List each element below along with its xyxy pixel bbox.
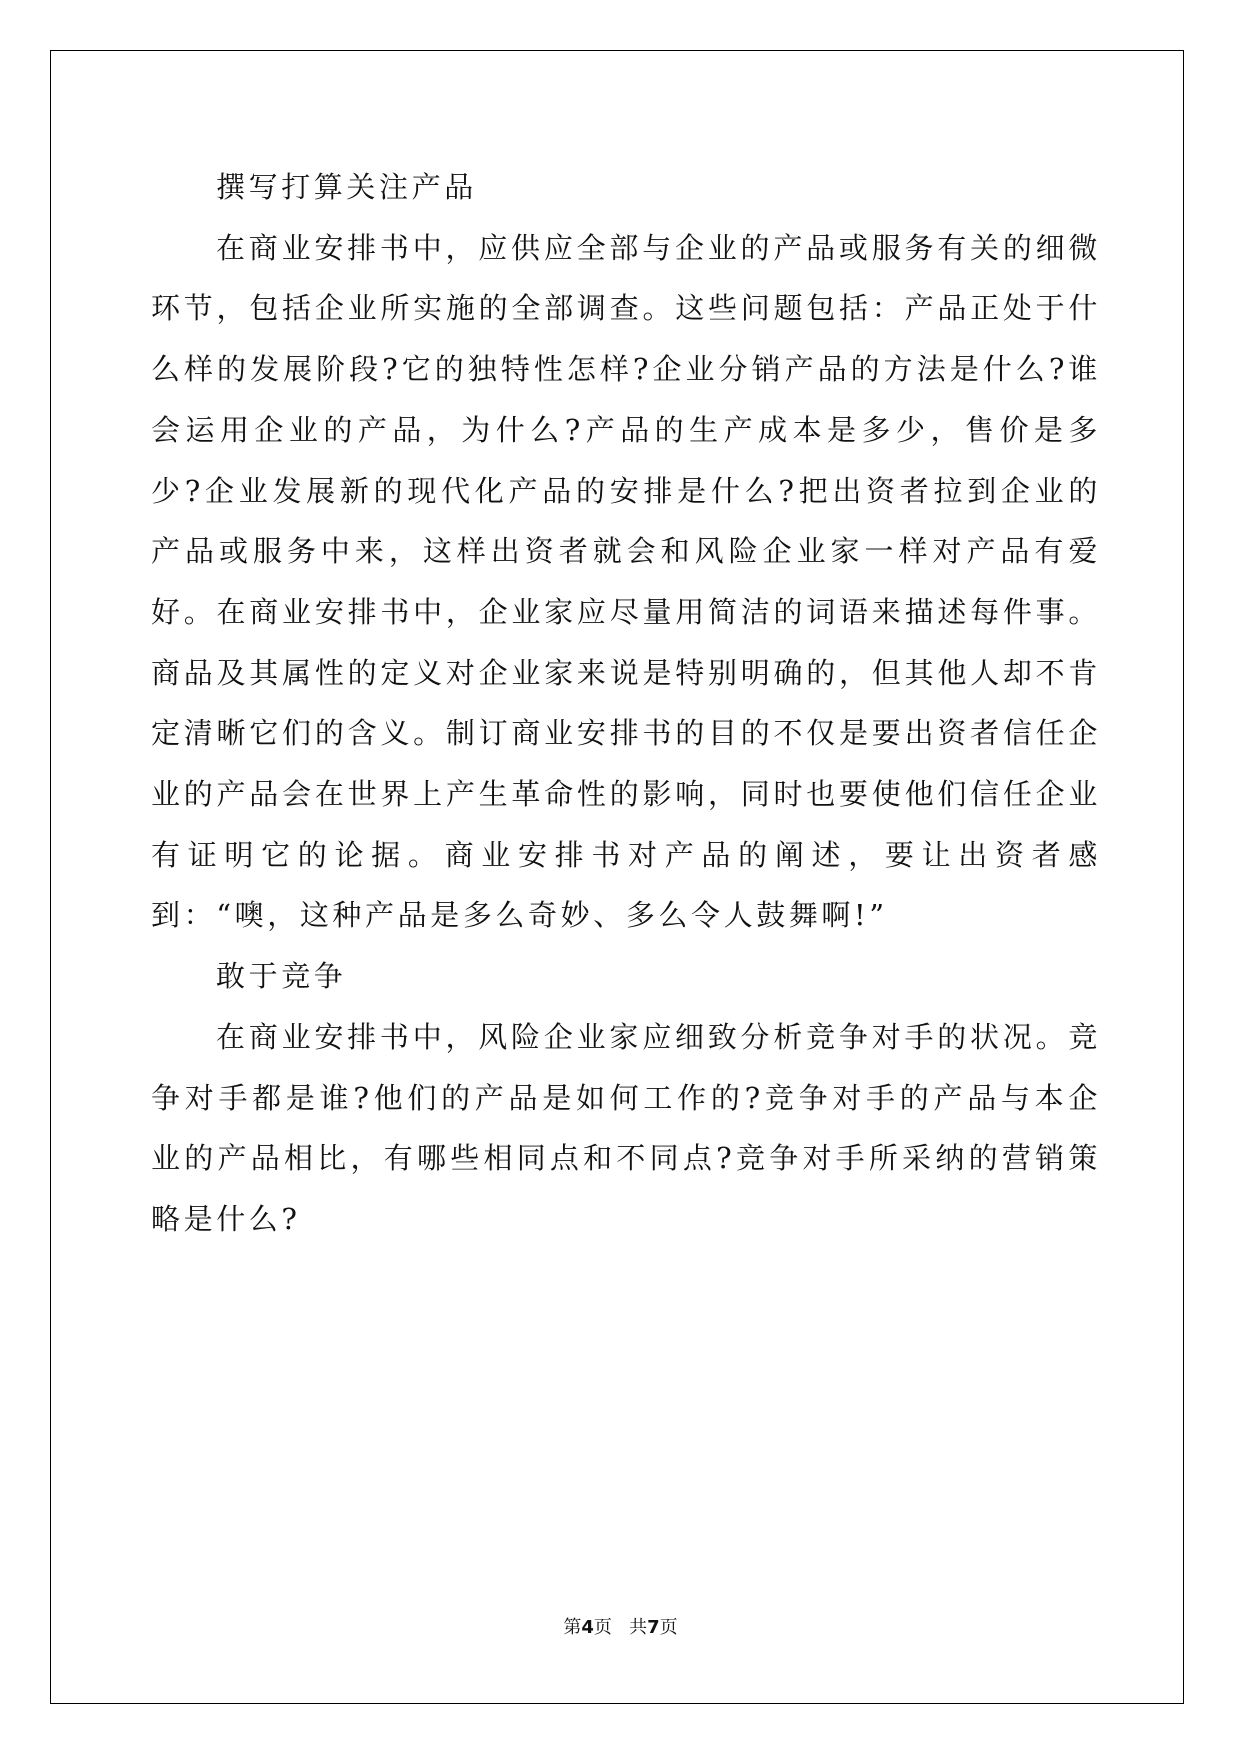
paragraph-competition: 在商业安排书中，风险企业家应细致分析竞争对手的状况。竞争对手都是谁?他们的产品是如何工作的?竞争对手的产品与本企业的产品相比，有哪些相同点和不同点?竞争对手所采纳的营销策略是什么?: [151, 1019, 1101, 1236]
section-heading-product: 撰写打算关注产品: [216, 170, 477, 204]
document-body: [151, 157, 1101, 1250]
section-heading-competition: 敢于竞争: [216, 959, 347, 994]
paragraph-product: 在商业安排书中，应供应全部与企业的产品或服务有关的细微环节，包括企业所实施的全部调查。这些问题包括：产品正处于什么样的发展阶段?它的独特性怎样?企业分销产品的方法是什么?谁会运用企业的产品，为什么?产品的生产成本是多少，售价是多少?企业发展新的现代化产品的安排是什么?把出资者拉到企业的产品或服务中来，这样出资者就会和风险企业家一样对产品有爱好。在商业安排书中，企业家应尽量用简洁的词语来描述每件事。商品及其属性的定义对企业家来说是特别明确的，但其他人却不肯定清晰它们的含义。制订商业安排书的目的不仅是要出资者信任企业的产品会在世界上产生革命性的影响，同时也要使他们信任企业有证明它的论据。商业安排书对产品的阐述，要让出资者感到：“噢，这种产品是多么奇妙、多么令人鼓舞啊!”: [151, 230, 1101, 933]
total-page-number: 7: [647, 1617, 660, 1638]
footer-total-prefix: 共: [629, 1617, 648, 1638]
footer-prefix: 第: [563, 1617, 582, 1638]
footer-page-suffix: 页: [593, 1617, 612, 1638]
footer-total-suffix: 页: [659, 1617, 678, 1638]
page-footer: [0, 1613, 1241, 1639]
current-page-number: 4: [581, 1617, 594, 1638]
